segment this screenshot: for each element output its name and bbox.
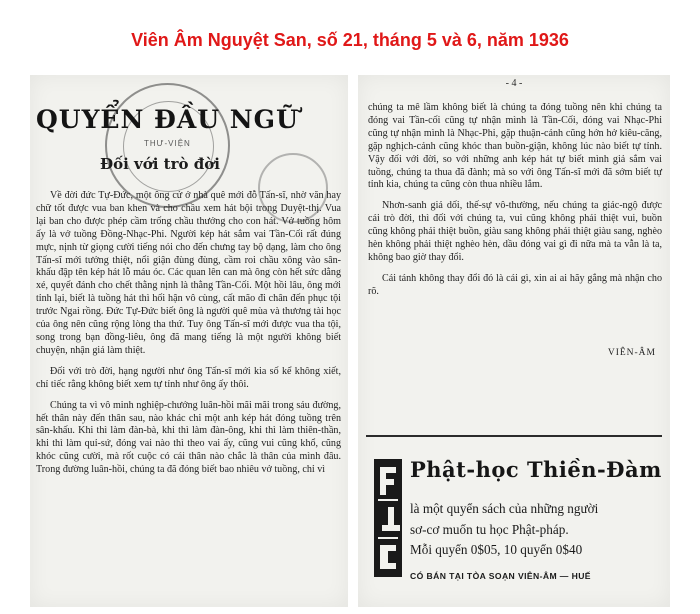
article-subtitle: Đối với trò đời: [100, 155, 220, 173]
divider: [366, 435, 662, 437]
ad-title: Phật-học Thiền-Đàm: [410, 457, 662, 482]
paragraph: Về đời đức Tự-Đức, một ông cử ở nhà quê mới đỗ Tấn-sĩ, nhờ văn hay chữ tốt được vua ban khen và cho chầu xem hát bội trong Duyệt-thị. Vua lại ban cho được phép cầm trống chầu thưởng cho con hát. Vở tuồng hôm ấy là vở tuồng Đồng-Nhạc-Phi. Người kép hát sắm vai Tần-Cối rất đúng mực, nịnh từ giọng cười tiếng nói cho đến chưng tay bộ dạng, làm cho ông Tấn-sĩ mới tưởng thiệt, nổi giận đùng đùng, cầm roi chầu xông vào sân-khấu đập tên kép hát lỗ máu óc. Các quan lên can mà ông còn hết sức dằng xé, quyết đánh cho chết thằng nịnh là thằng Tần-Cối. Một hồi lâu, ông mới tỉnh lại, biết là tuồng hát thì hối hận vô cùng, cất mão đi chân đến phục tội trước Ngai rồng. Đức Tự-Đức biết ông là người quê mùa và thương tài học của ông nên cũng rộng lòng tha thứ. Tuy ông Tấn-sĩ mới được vua tha tội, song trong bạn đồng-liêu, ông đã mang tiếng là một người không biết chuyện, nhận giả làm thiệt.: [36, 190, 341, 356]
right-page-scan: [358, 75, 670, 607]
article-heading: QUYỂN ĐẦU NGỮ: [36, 105, 299, 134]
paragraph: Nhơn-sanh giả dối, thế-sự vô-thường, nếu chúng ta giác-ngộ được cái trò đời, thì đối với chúng ta, vui cũng không phải thiệt vui, buồn cũng không phải thiệt buồn, giàu sang không phải thiệt giàu sang, nghèo hèn không phải thiệt nghèo hèn, dầu đóng vai gì đi nữa mà ta vẫn là ta, không bao giờ thay đổi.: [368, 200, 662, 263]
left-page-scan: [30, 75, 348, 607]
left-article-body: [36, 190, 341, 605]
ad-price: Mỗi quyển 0$05, 10 quyển 0$40: [410, 542, 583, 557]
book-advertisement: [366, 441, 662, 591]
page-number: - 4 -: [505, 78, 523, 89]
paragraph: Đối với trò đời, hạng người như ông Tấn-sĩ mới kia số kể không xiết, chỉ tiếc rằng không biết xem tự tỉnh như ông ấy thôi.: [36, 365, 341, 390]
stamp-label: THƯ-VIỆN: [144, 139, 191, 148]
page-caption: Viên Âm Nguyệt San, số 21, tháng 5 và 6, năm 1936: [131, 30, 569, 50]
ad-line: là một quyển sách của những người: [410, 501, 599, 516]
ad-footer: CÓ BÁN TẠI TÒA SOẠN VIÊN-ÂM — HUẾ: [410, 571, 591, 581]
ad-line: sơ-cơ muốn tu học Phật-pháp.: [410, 522, 569, 537]
author-signature: VIÊN-ÂM: [607, 348, 656, 358]
paragraph: chúng ta mê lầm không biết là chúng ta đóng tuồng nên khi chúng ta đóng vai Tần-cối cũng tự nhận mình là Tần-Cối, đóng vai Nhạc-Phi cũng tự nhận mình là Nhạc-Phi, gặp thuận-cảnh cũng hớn hở kiêu-căng, gặp nghịch-cảnh cũng khóc than buồn-giận, không lúc nào biết tự tỉnh. Vậy đối với đời, so với những anh kép hát tự biết mình giả sắm vai tuồng, chúng ta thua đã đành; mà so với ông Tấn-sĩ mới đã sớm biết tự tỉnh kia, chúng ta cũng còn thua nhiều lắm.: [368, 102, 662, 191]
right-article-body: [368, 102, 662, 307]
decorative-emblem-icon: [374, 459, 402, 577]
paragraph: Chúng ta vì vô minh nghiệp-chướng luân-hồi mãi mãi trong sáu đường, hết thân này đến thân sau, nào khác chi một anh kép hát đóng tuồng trên sân-khấu. Khi thì làm đàn-bà, khi thì làm đàn-ông, khi thì làm thiên-thần, khi thì làm quỉ-sứ, đóng vai nào thì theo vai ấy, cũng vui cũng khổ, cũng khóc cũng cười, mà rốt cuộc có cái thân nào chắc là thân của mình đâu. Trong đường luân-hồi, chúng ta đã đóng biết bao nhiêu vở tuồng, chỉ vì: [36, 399, 341, 476]
paragraph: Cái tánh không thay đổi đó là cái gì, xin ai ai hãy gắng mà nhận cho rõ.: [368, 272, 662, 297]
